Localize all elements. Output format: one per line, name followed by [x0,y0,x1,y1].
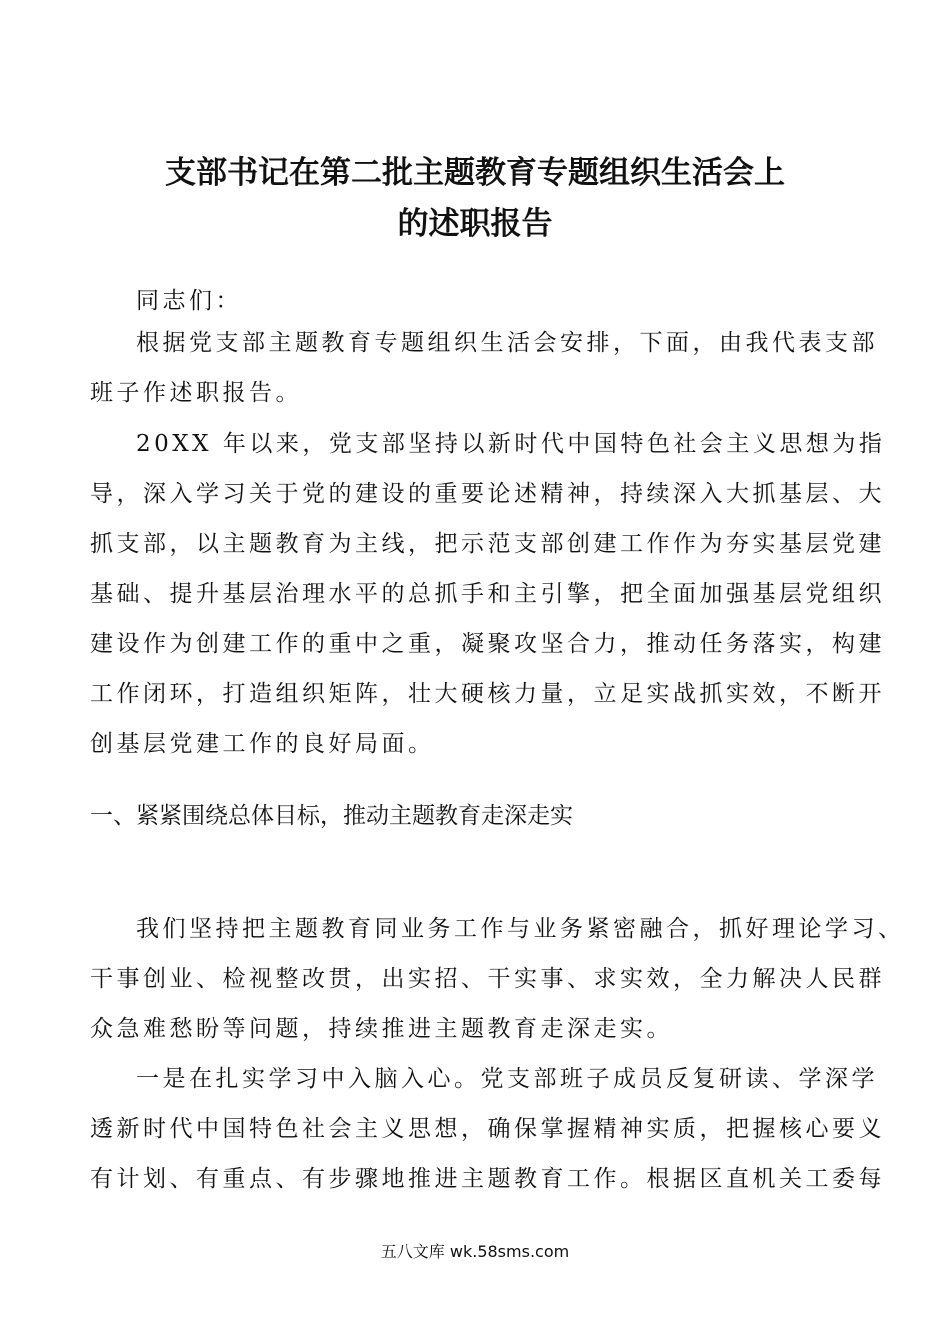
title-line: 支部书记在第二批主题教育专题组织生活会上 [165,155,785,191]
paragraph-line: 20XX 年以来，党支部坚持以新时代中国特色社会主义思想为指 [136,431,886,457]
paragraph-line: 班子作述职报告。 [90,380,302,406]
paragraph-line: 导，深入学习关于党的建设的重要论述精神，持续深入大抓基层、大 [90,481,885,507]
salutation-line: 同志们： [136,288,242,314]
paragraph-3 [90,904,905,1054]
paragraph-line: 一是在扎实学习中入脑入心。党支部班子成员反复研读、学深学 [136,1066,878,1092]
paragraph-line: 我们坚持把主题教育同业务工作与业务紧密融合，抓好理论学习、 [136,916,905,942]
paragraph-4 [90,1054,885,1204]
paragraph-line: 基础、提升基层治理水平的总抓手和主引擎，把全面加强基层党组织 [90,581,885,607]
paragraph-line: 根据党支部主题教育专题组织生活会安排，下面，由我代表支部 [136,330,878,356]
paragraph-line: 建设作为创建工作的重中之重，凝聚攻坚合力，推动任务落实，构建 [90,631,885,657]
title-line: 的述职报告 [397,206,553,242]
section-heading-1: 一、紧紧围绕总体目标，推动主题教育走深走实 [90,803,573,829]
paragraph-line: 抓支部，以主题教育为主线，把示范支部创建工作作为夯实基层党建 [90,531,885,557]
paragraph-line: 工作闭环，打造组织矩阵，壮大硬核力量，立足实战抓实效，不断开 [90,681,885,707]
paragraph-line: 有计划、有重点、有步骤地推进主题教育工作。根据区直机关工委每 [90,1166,885,1192]
paragraph-1 [90,318,878,418]
paragraph-line: 创基层党建工作的良好局面。 [90,731,435,757]
paragraph-line: 透新时代中国特色社会主义思想，确保掌握精神实质，把握核心要义 [90,1116,885,1142]
paragraph-line: 众急难愁盼等问题，持续推进主题教育走深走实。 [90,1016,673,1042]
footer-watermark: 五八文库 wk.58sms.com [380,1242,570,1261]
paragraph-line: 干事创业、检视整改贯，出实招、干实事、求实效，全力解决人民群 [90,966,885,992]
paragraph-2 [90,419,886,769]
document-title [90,148,860,250]
